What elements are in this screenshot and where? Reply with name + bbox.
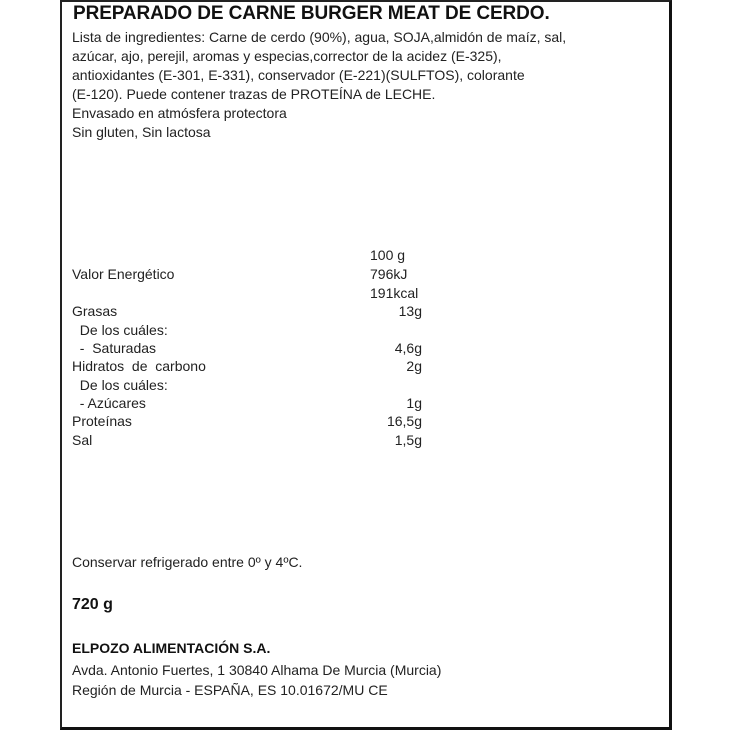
nutrition-row-label: Grasas (72, 303, 118, 319)
manufacturer-name: ELPOZO ALIMENTACIÓN S.A. (72, 640, 271, 656)
nutrition-row-value: 16,5g (386, 413, 422, 429)
ingredients-block (72, 28, 662, 142)
nutrition-row-value: 13g (398, 303, 422, 319)
dietary-claims: Sin gluten, Sin lactosa (72, 124, 211, 140)
energy-kj-value: 796kJ (370, 266, 408, 282)
nutrition-row-value: 1,5g (394, 432, 422, 448)
nutrition-row-value: 1g (406, 395, 422, 411)
nutrition-row-label: De los cuáles: (72, 377, 168, 393)
energy-label: Valor Energético (72, 266, 175, 282)
product-label (60, 0, 672, 730)
nutrition-row-label: Sal (72, 432, 93, 448)
nutrition-row-label: Hidratos de carbono (72, 358, 206, 374)
nutrition-row-value: 2g (406, 358, 422, 374)
nutrition-row-label: - Saturadas (72, 340, 157, 356)
ingredients-line: azúcar, ajo, perejil, aromas y especias,corrector de la acidez (E-325), (72, 48, 502, 64)
ingredients-line: (E-120). Puede contener trazas de PROTEÍNA de LECHE. (72, 86, 436, 102)
ingredients-line: Lista de ingredientes: Carne de cerdo (90%), agua, SOJA,almidón de maíz, sal, (72, 29, 567, 45)
nutrition-row-label: Proteínas (72, 413, 132, 429)
nutrition-row-label: De los cuáles: (72, 322, 168, 338)
storage-instructions: Conservar refrigerado entre 0º y 4ºC. (72, 554, 303, 570)
nutrition-row-value: 4,6g (394, 340, 422, 356)
address-line: Avda. Antonio Fuertes, 1 30840 Alhama De Murcia (Murcia) (72, 662, 442, 678)
address-line: Región de Murcia - ESPAÑA, ES 10.01672/MU CE (72, 682, 388, 698)
ingredients-line: antioxidantes (E-301, E-331), conservador (E-221)(SULFTOS), colorante (72, 67, 525, 83)
nutrition-per-header: 100 g (370, 247, 406, 263)
product-title: PREPARADO DE CARNE BURGER MEAT DE CERDO. (73, 3, 550, 24)
net-weight: 720 g (72, 596, 113, 613)
packaging-note: Envasado en atmósfera protectora (72, 105, 287, 121)
manufacturer-address (72, 660, 441, 700)
energy-kcal-value: 191kcal (370, 285, 419, 301)
nutrition-row-label: - Azúcares (72, 395, 146, 411)
